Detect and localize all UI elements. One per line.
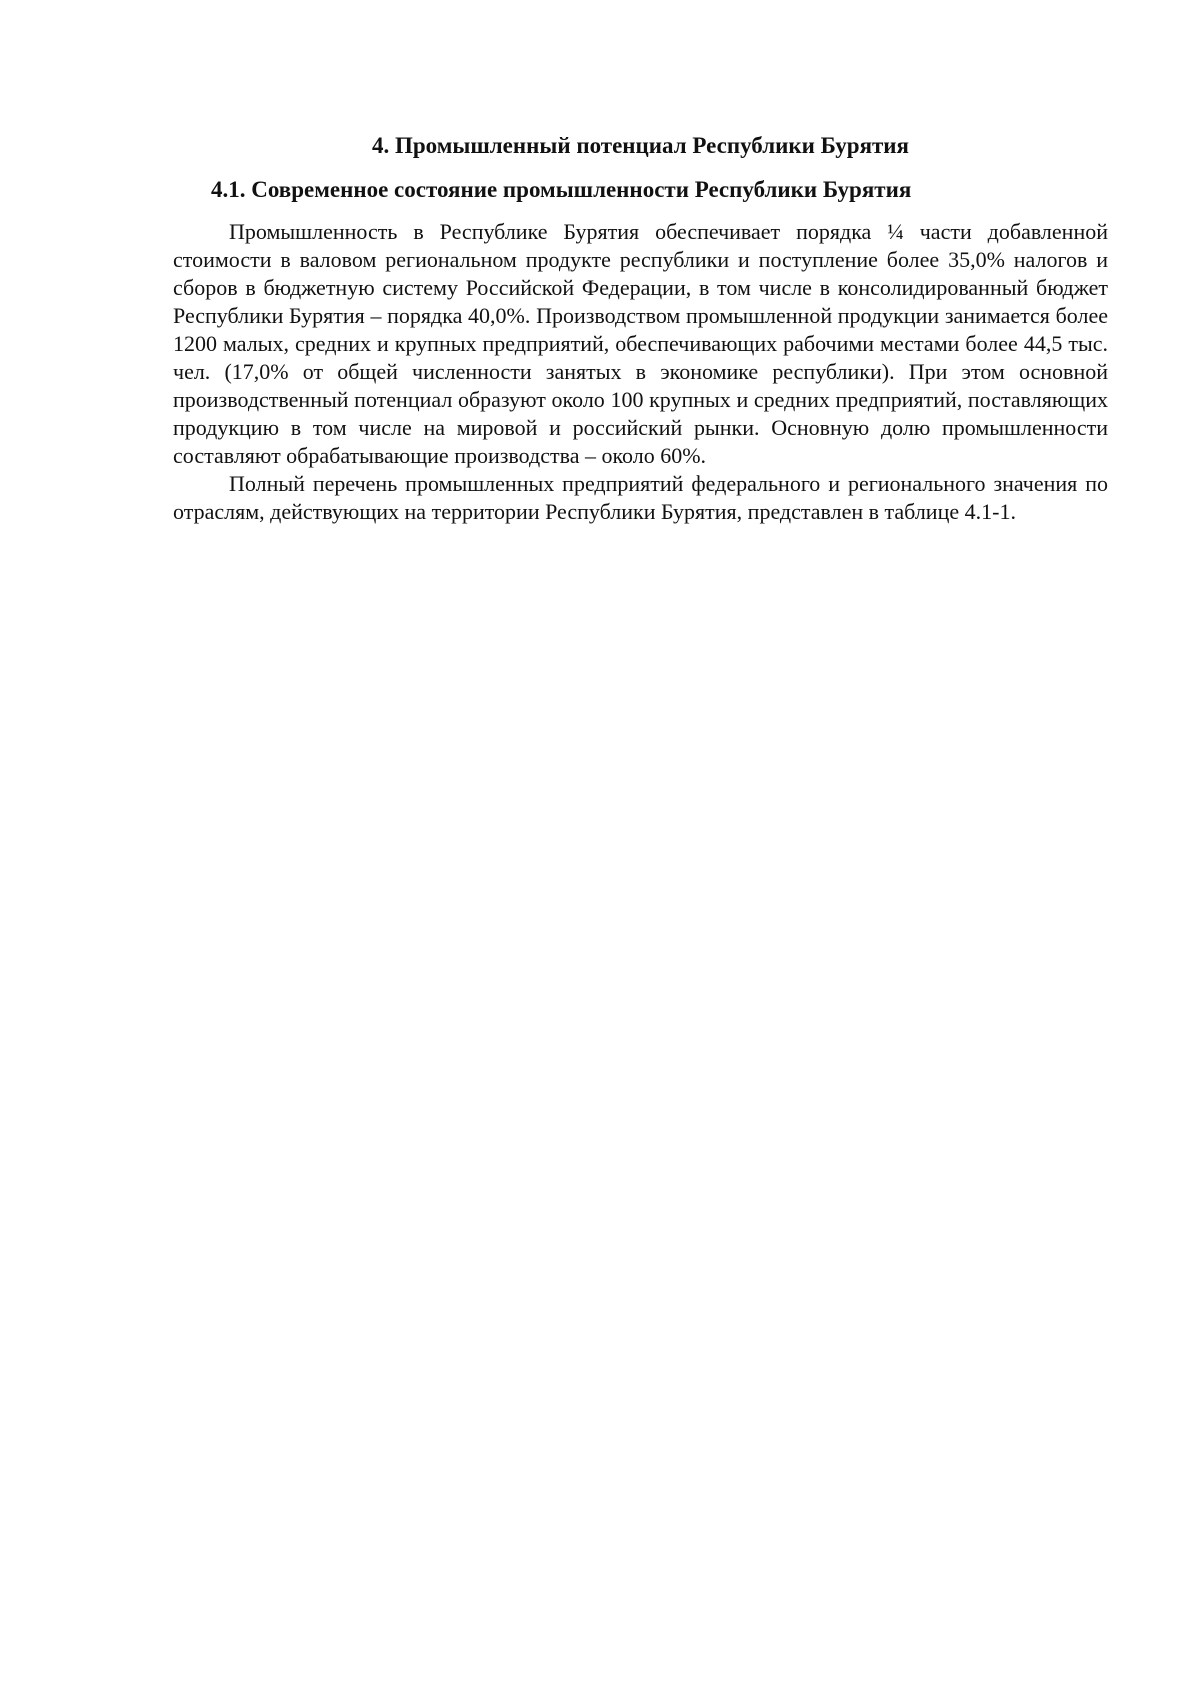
body-paragraph-2: Полный перечень промышленных предприятий федерального и регионального значения по отраслям, действующих на территории Республики Бурятия, представлен в таблице 4.1-1. — [173, 471, 1108, 524]
section-title: 4.1. Современное состояние промышленности Республики Бурятия — [211, 177, 912, 202]
body-paragraph-1: Промышленность в Республике Бурятия обеспечивает порядка ¼ части добавленной стоимости в валовом региональном продукте республики и поступление более 35,0% налогов и сборов в бюджетную систему Российской Федерации, в том числе в консолидированный бюджет Республики Бурятия – порядка 40,0%. Производством промышленной продукции занимается более 1200 малых, средних и крупных предприятий, обеспечивающих рабочими местами более 44,5 тыс. чел. (17,0% от общей численности занятых в экономике республики). При этом основной производственный потенциал образуют около 100 крупных и средних предприятий, поставляющих продукцию в том числе на мировой и российский рынки. Основную долю промышленности составляют обрабатывающие производства – около 60%. — [173, 219, 1108, 468]
document-body — [173, 130, 1108, 526]
chapter-title: 4. Промышленный потенциал Республики Бурятия — [371, 133, 910, 158]
